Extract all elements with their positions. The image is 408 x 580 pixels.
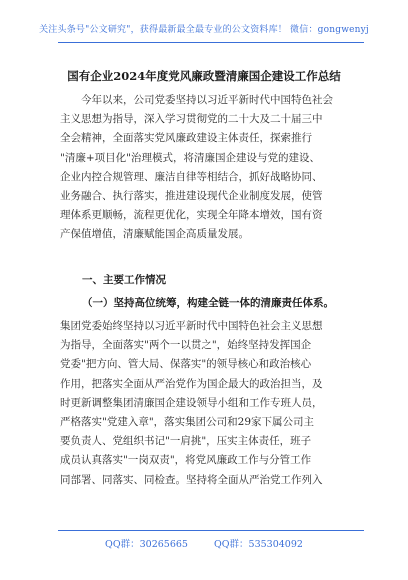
section-heading: 一、主要工作情况 (82, 274, 166, 286)
paragraph-line: 作用，把落实全面从严治党作为国企最大的政治担当，及 (60, 377, 323, 390)
footer-qq-group-1: QQ群：30265665 (105, 539, 188, 550)
paragraph-line: 要负责人、党组织书记"一肩挑"，压实主体责任，班子 (60, 435, 312, 448)
footer (0, 536, 408, 550)
document-title: 国有企业2024年度党风廉政暨清廉国企建设工作总结 (67, 69, 341, 83)
paragraph-line: 同部署、同落实、同检查。坚持将全面从严治党工作列入 (60, 473, 323, 486)
body-paragraph (60, 317, 360, 490)
paragraph-line: "清廉+项目化"治理模式，将清廉国企建设与党的建设、 (60, 151, 320, 164)
subsection-heading: （一）坚持高位统筹，构建全链一体的清廉责任体系。 (82, 297, 334, 309)
header-divider (58, 42, 364, 43)
paragraph-line: 今年以来，公司党委坚持以习近平新时代中国特色社会 (60, 94, 333, 106)
footer-qq-group-2: QQ群：535304092 (213, 539, 303, 550)
paragraph-line: 产保值增值，清廉赋能国企高质量发展。 (60, 228, 249, 241)
header-banner: 关注头条号"公文研究"，获得最新最全最专业的公文资料库！ 微信：gongwenyj (39, 25, 369, 35)
paragraph-line: 企业内控合规管理、廉洁自律等相结合，抓好战略协同、 (60, 170, 323, 183)
paragraph-line: 集团党委始终坚持以习近平新时代中国特色社会主义思想 (60, 320, 323, 332)
paragraph-line: 主义思想为指导，深入学习贯彻党的二十大及二十届三中 (60, 113, 323, 126)
paragraph-line: 全会精神，全面落实党风廉政建设主体责任，探索推行 (60, 132, 312, 145)
intro-paragraph (60, 91, 360, 245)
paragraph-line: 时更新调整集团清廉国企建设领导小组和工作专班人员， (60, 396, 323, 409)
paragraph-line: 严格落实"党建入章"，落实集团公司和29家下属公司主 (60, 416, 315, 429)
footer-divider (58, 530, 364, 531)
paragraph-line: 成员认真落实"一岗双责"，将党风廉政工作与分管工作 (60, 454, 312, 467)
paragraph-line: 理体系更顺畅，流程更优化，实现全年降本增效，国有资 (60, 209, 323, 222)
paragraph-line: 为指导，全面落实"两个一以贯之"，始终坚持发挥国企 (60, 339, 312, 352)
paragraph-line: 业务融合、执行落实，推进建设现代企业制度发展，使管 (60, 190, 323, 203)
paragraph-line: 党委"把方向、管大局、保落实"的领导核心和政治核心 (60, 358, 312, 371)
